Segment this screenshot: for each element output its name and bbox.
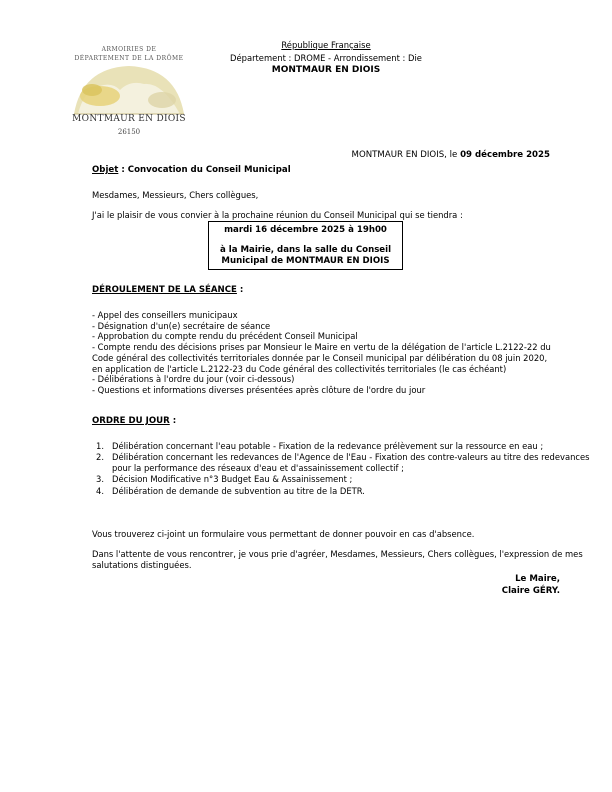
meeting-box xyxy=(208,221,403,270)
object-label: Objet xyxy=(92,165,119,175)
list-item: Code général des collectivités territoriales donnée par le Conseil municipal par délibération du 08 juin 2020, xyxy=(92,352,548,363)
agenda-item: 1. Délibération concernant l'eau potable - Fixation de la redevance prélèvement sur la ressource en eau ; xyxy=(96,441,544,451)
list-item: - Désignation d'un(e) secrétaire de séance xyxy=(92,320,271,331)
list-item: - Questions et informations diverses présentées après clôture de l'ordre du jour xyxy=(92,384,426,395)
list-item: en application de l'article L.2122-23 du Code général des collectivités territoriales (le cas échéant) xyxy=(92,363,507,374)
agenda-item: 3. Décision Modificative n°3 Budget Eau & Assainissement ; xyxy=(96,474,353,485)
ordre-heading-text: ORDRE DU JOUR xyxy=(92,416,170,426)
date-line xyxy=(352,150,550,160)
list-item: - Délibérations à l'ordre du jour (voir ci-dessous) xyxy=(92,374,295,385)
logo-line-1: ARMOIRIES DE xyxy=(101,46,157,53)
ordre-list xyxy=(96,441,590,497)
signature-title: Le Maire, xyxy=(515,574,560,584)
municipality-title: MONTMAUR EN DIOIS xyxy=(271,65,381,75)
date-place: MONTMAUR EN DIOIS, le xyxy=(351,150,461,160)
object-line xyxy=(92,165,291,175)
signature-name: Claire GÉRY. xyxy=(501,586,560,596)
agenda-item: 2. Délibération concernant les redevances de l'Agence de l'Eau - Fixation des contre-valeurs au titre des redevances pour la performance des réseaux d'eau et d'assainissement collectif ; xyxy=(96,452,590,473)
logo-line-2: DÉPARTEMENT DE LA DRÔME xyxy=(74,55,184,62)
department-line: Département : DROME - Arrondissement : Die xyxy=(230,53,422,63)
logo-town: MONTMAUR EN DIOIS xyxy=(72,114,186,124)
deroulement-list xyxy=(92,310,551,396)
landscape-emblem-icon xyxy=(70,60,188,116)
logo-zip: 26150 xyxy=(117,128,141,136)
list-item: - Appel des conseillers municipaux xyxy=(92,310,238,320)
salutation: Mesdames, Messieurs, Chers collègues, xyxy=(92,190,259,200)
meeting-place-line2: Municipal de MONTMAUR EN DIOIS xyxy=(221,256,390,266)
municipal-logo xyxy=(70,46,188,138)
proxy-note: Vous trouverez ci-joint un formulaire vous permettant de donner pouvoir en cas d'absence. xyxy=(92,529,475,539)
meeting-datetime: mardi 16 décembre 2025 à 19h00 xyxy=(224,225,387,235)
ordre-heading: ORDRE DU JOUR : xyxy=(92,416,177,426)
deroulement-heading: DÉROULEMENT DE LA SÉANCE : xyxy=(92,285,244,295)
meeting-place-line1: à la Mairie, dans la salle du Conseil xyxy=(219,245,392,255)
closing-line1: Dans l'attente de vous rencontrer, je vous prie d'agréer, Mesdames, Messieurs, Chers collègues, l'expression de mes xyxy=(92,549,583,559)
list-item: - Approbation du compte rendu du précédent Conseil Municipal xyxy=(92,331,358,342)
list-item: - Compte rendu des décisions prises par Monsieur le Maire en vertu de la délégation de l'article L.2122-22 du xyxy=(92,342,551,353)
republic-line: République Française xyxy=(281,40,371,50)
intro-text: J'ai le plaisir de vous convier à la prochaine réunion du Conseil Municipal qui se tiendra : xyxy=(92,210,463,220)
agenda-item: 4. Délibération de demande de subvention au titre de la DETR. xyxy=(96,485,365,496)
deroulement-heading-text: DÉROULEMENT DE LA SÉANCE xyxy=(92,285,237,295)
date-value: 09 décembre 2025 xyxy=(460,150,550,160)
object-text: : Convocation du Conseil Municipal xyxy=(118,165,291,175)
closing-line2: salutations distinguées. xyxy=(92,560,192,570)
